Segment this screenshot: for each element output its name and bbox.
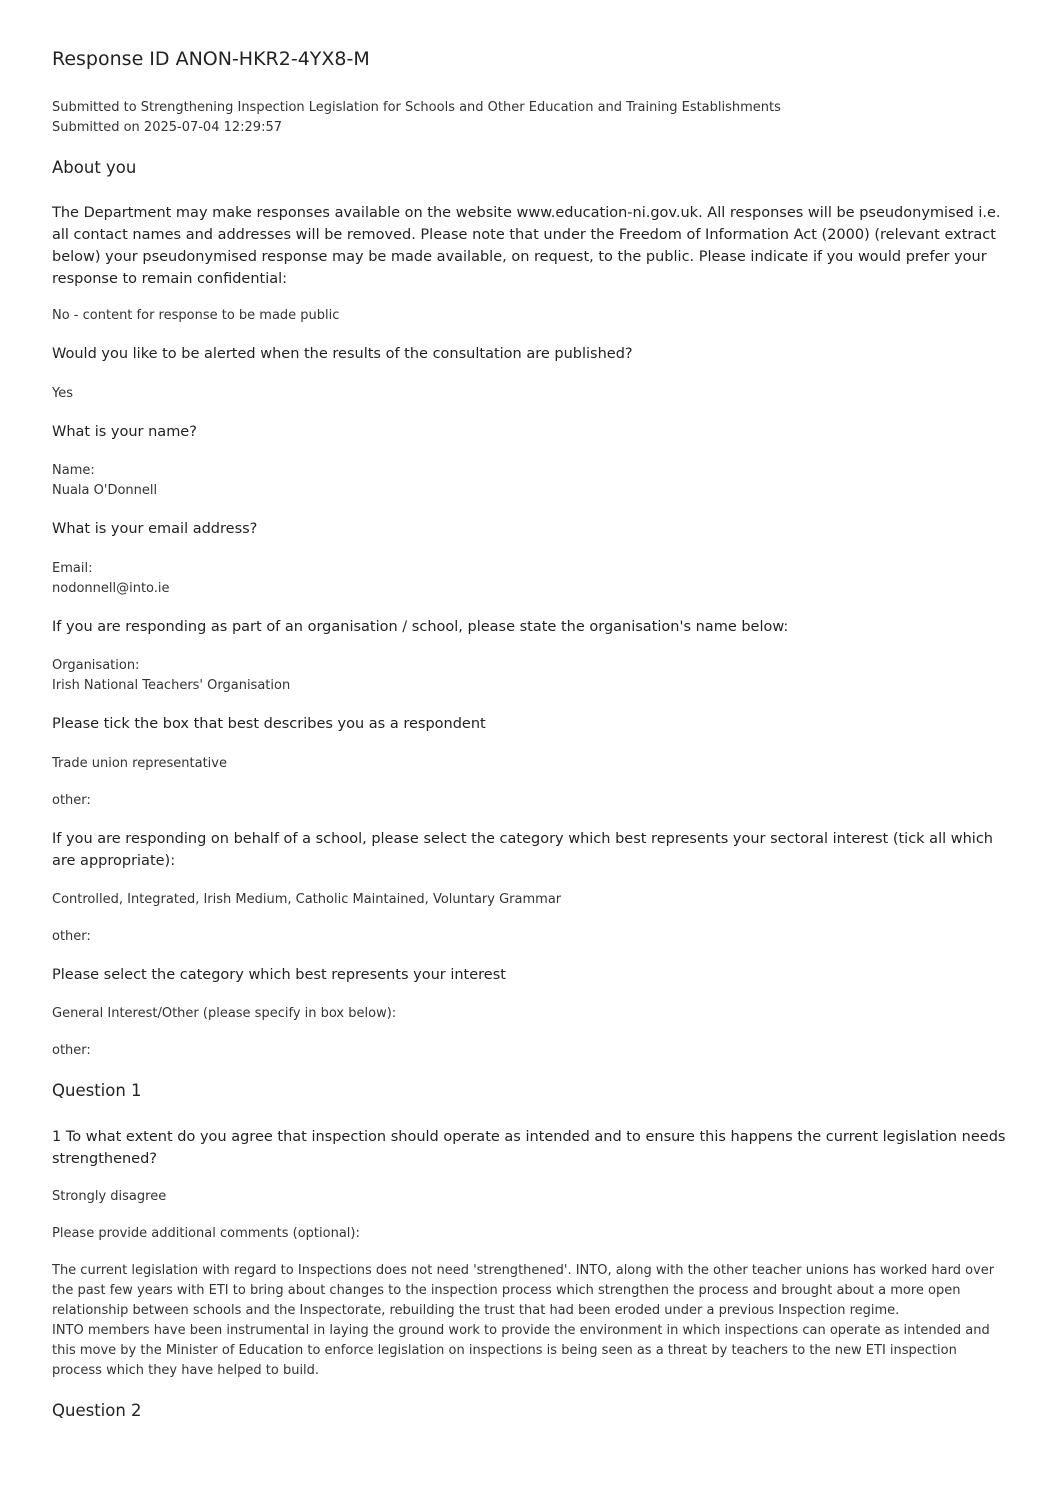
interest-question: Please select the category which best represents your interest <box>52 967 506 983</box>
question-1-comment-paragraph-1: The current legislation with regard to Inspections does not need 'strengthened'. INTO, along with the other teacher unions has worked hard over the past few years with ETI to bring about changes to the inspection process which strengthen the process and brought about a more open relationship between schools and the Inspectorate, rebuilding the trust that had been eroded under a previous Inspection regime. <box>52 1263 995 1318</box>
interest-answer: General Interest/Other (please specify in box below): <box>52 1006 397 1021</box>
submitted-to: Submitted to Strengthening Inspection Legislation for Schools and Other Education and Training Establishments <box>52 100 781 115</box>
email-label: Email: <box>52 561 93 576</box>
name-label: Name: <box>52 463 95 478</box>
name-question: What is your name? <box>52 424 197 440</box>
name-answer <box>52 461 1008 501</box>
sector-other: other: <box>52 929 91 944</box>
organisation-value: Irish National Teachers' Organisation <box>52 678 291 693</box>
privacy-answer: No - content for response to be made public <box>52 308 340 323</box>
organisation-answer <box>52 656 1008 696</box>
question-1-comment <box>52 1261 1008 1381</box>
question-1-comments-label: Please provide additional comments (optional): <box>52 1226 360 1241</box>
interest-other: other: <box>52 1043 91 1058</box>
sector-question: If you are responding on behalf of a school, please select the category which best represents your sectoral interest (tick all which are appropriate): <box>52 831 993 869</box>
name-value: Nuala O'Donnell <box>52 483 158 498</box>
question-1-comment-paragraph-2: INTO members have been instrumental in laying the ground work to provide the environment in which inspections can operate as intended and this move by the Minister of Education to enforce legislation on inspections is being seen as a threat by teachers to the new ETI inspection process which they have helped to build. <box>52 1323 990 1378</box>
respondent-other: other: <box>52 793 91 808</box>
email-answer <box>52 559 1008 599</box>
submission-meta <box>52 98 781 138</box>
submitted-on: Submitted on 2025-07-04 12:29:57 <box>52 120 282 135</box>
organisation-label: Organisation: <box>52 658 140 673</box>
question-1-answer: Strongly disagree <box>52 1189 167 1204</box>
question-1-text: 1 To what extent do you agree that inspection should operate as intended and to ensure this happens the current legislation needs strengthened? <box>52 1129 1006 1167</box>
sector-answer: Controlled, Integrated, Irish Medium, Catholic Maintained, Voluntary Grammar <box>52 892 562 907</box>
respondent-answer: Trade union representative <box>52 756 227 771</box>
question-1-heading: Question 1 <box>52 1081 142 1100</box>
question-2-heading: Question 2 <box>52 1401 142 1420</box>
respondent-question: Please tick the box that best describes you as a respondent <box>52 716 486 732</box>
page-title: Response ID ANON-HKR2-4YX8-M <box>52 48 370 70</box>
email-question: What is your email address? <box>52 521 258 537</box>
privacy-question: The Department may make responses available on the website www.education-ni.gov.uk. All responses will be pseudonymised i.e. all contact names and addresses will be removed. Please note that under the Freedom of Information Act (2000) (relevant extract below) your pseudonymised response may be made available, on request, to the public. Please indicate if you would prefer your response to remain confidential: <box>52 205 1001 287</box>
email-value: nodonnell@into.ie <box>52 581 170 596</box>
organisation-question: If you are responding as part of an organisation / school, please state the organisation's name below: <box>52 619 789 635</box>
about-you-heading: About you <box>52 158 137 177</box>
alert-answer: Yes <box>52 386 73 401</box>
alert-question: Would you like to be alerted when the results of the consultation are published? <box>52 346 633 362</box>
